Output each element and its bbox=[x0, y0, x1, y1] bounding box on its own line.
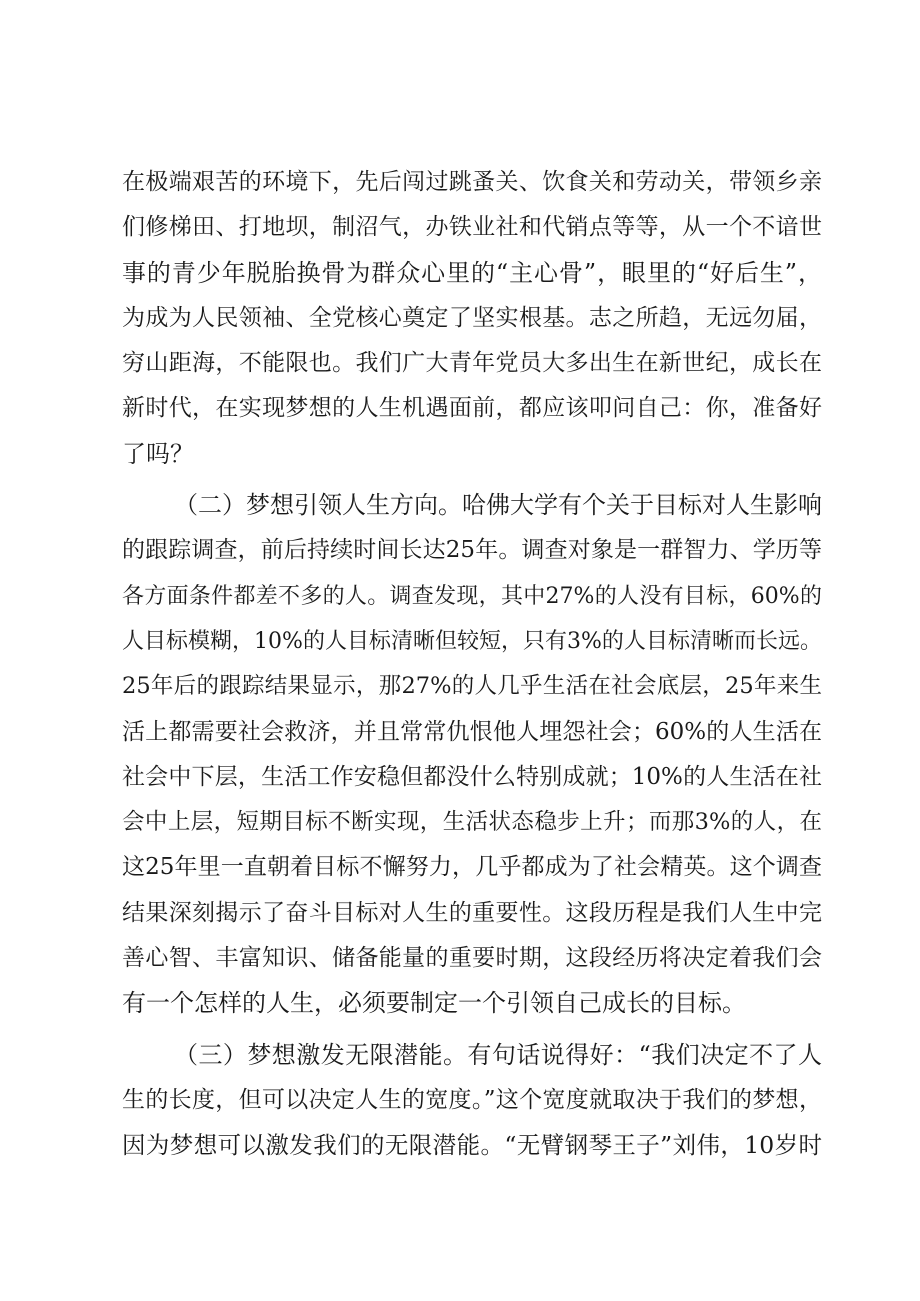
text-line: 会中上层，短期目标不断实现，生活状态稳步上升；而那3%的人，在 bbox=[122, 809, 822, 836]
text-line: 各方面条件都差不多的人。调查发现，其中27%的人没有目标，60%的 bbox=[122, 583, 822, 609]
text-line: 穷山距海，不能限也。我们广大青年党员大多出生在新世纪，成长在 bbox=[122, 350, 822, 377]
text-line: 人目标模糊，10%的人目标清晰但较短，只有3%的人目标清晰而长远。 bbox=[122, 628, 822, 654]
text-line: 这25年里一直朝着目标不懈努力，几乎都成为了社会精英。这个调查 bbox=[122, 854, 822, 881]
text-line: （二）梦想引领人生方向。哈佛大学有个关于目标对人生影响 bbox=[174, 491, 822, 520]
text-line: 活上都需要社会救济，并且常常仇恨他人埋怨社会；60%的人生活在 bbox=[122, 718, 822, 745]
text-line: 了吗？ bbox=[122, 439, 194, 468]
paragraph-1 bbox=[122, 160, 822, 477]
text-line: 生的长度，但可以决定人生的宽度。”这个宽度就取决于我们的梦想， bbox=[122, 1086, 822, 1113]
text-line: 结果深刻揭示了奋斗目标对人生的重要性。这段历程是我们人生中完 bbox=[122, 899, 822, 926]
text-line: 善心智、丰富知识、储备能量的重要时期，这段经历将决定着我们会 bbox=[122, 945, 822, 972]
text-line: 因为梦想可以激发我们的无限潜能。“无臂钢琴王子”刘伟，10岁时 bbox=[122, 1131, 822, 1160]
text-line: 事的青少年脱胎换骨为群众心里的“主心骨”，眼里的“好后生”， bbox=[122, 258, 822, 287]
text-line: 的跟踪调查，前后持续时间长达25年。调查对象是一群智力、学历等 bbox=[122, 537, 822, 564]
text-line: 为成为人民领袖、全党核心奠定了坚实根基。志之所趋，无远勿届， bbox=[122, 304, 822, 331]
paragraph-2 bbox=[122, 483, 822, 1027]
text-line: 有一个怎样的人生，必须要制定一个引领自己成长的目标。 bbox=[122, 989, 746, 1018]
document-body bbox=[122, 160, 822, 1169]
text-line: 25年后的跟踪结果显示，那27%的人几乎生活在社会底层，25年来生 bbox=[122, 673, 822, 700]
text-line: 社会中下层，生活工作安稳但都没什么特别成就；10%的人生活在社 bbox=[122, 763, 822, 790]
text-line: 新时代，在实现梦想的人生机遇面前，都应该叩问自己：你，准备好 bbox=[122, 395, 822, 422]
paragraph-3 bbox=[122, 1033, 822, 1169]
text-line: 在极端艰苦的环境下，先后闯过跳蚤关、饮食关和劳动关，带领乡亲 bbox=[122, 169, 822, 195]
text-line: （三）梦想激发无限潜能。有句话说得好：“我们决定不了人 bbox=[174, 1040, 822, 1069]
text-line: 们修梯田、打地坝，制沼气，办铁业社和代销点等等，从一个不谙世 bbox=[122, 214, 822, 241]
